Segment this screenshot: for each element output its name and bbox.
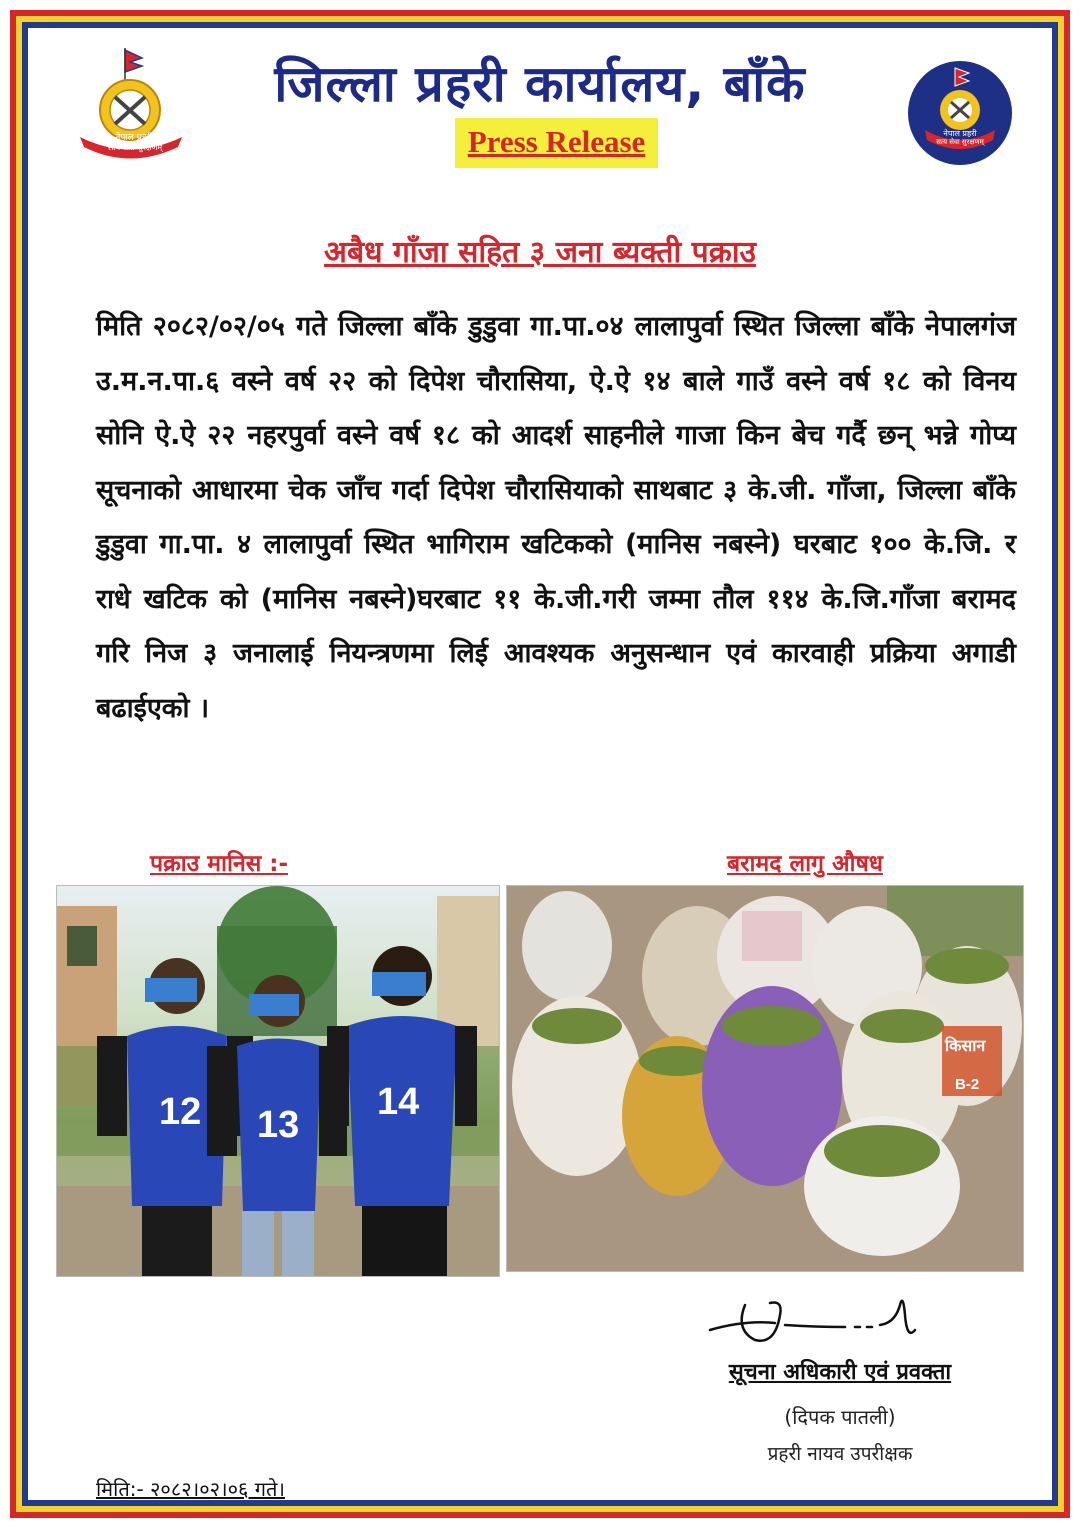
office-title: जिल्ला प्रहरी कार्यालय, बाँके [274, 55, 806, 113]
sack-brand-label: किसान [945, 1036, 986, 1055]
arrested-persons-caption: पक्राउ मानिस :- [150, 851, 289, 877]
signatory-name: (दिपक पातली) [784, 1405, 896, 1429]
sack-code-label: B-2 [955, 1076, 980, 1093]
press-release-badge: Press Release [455, 118, 658, 168]
release-date: मिति:- २०८२।०२।०६ गते। [96, 1477, 285, 1501]
seized-drugs-photo [506, 885, 1024, 1272]
logo-right-motto: सत्य सेवा सुरक्षणम् [936, 138, 984, 146]
signatory-rank: प्रहरी नायव उपरीक्षक [767, 1443, 913, 1465]
headline: अबैध गाँजा सहित ३ जना ब्यक्ती पक्राउ [324, 235, 756, 270]
handwritten-signature [705, 1285, 965, 1355]
logo-right-text: नेपाल प्रहरी [943, 129, 977, 138]
jersey-number: 14 [377, 1081, 420, 1123]
seized-sacks-scene [507, 886, 1023, 1271]
arrested-persons-photo [56, 885, 500, 1277]
seized-drugs-caption: बरामद लागु औषध [727, 851, 883, 877]
logo-left-text: नेपाल प्रहरी [115, 133, 153, 143]
signatory-title: सूचना अधिकारी एवं प्रवक्ता [728, 1360, 952, 1385]
press-body: मिति २०८२/०२/०५ गते जिल्ला बाँके डुडुवा गा.पा.०४ लालापुर्वा स्थित जिल्ला बाँके नेपालगंज उ.म.न.पा.६ वस्ने वर्ष २२ को दिपेश चौरासिया, ऐ.ऐ १४ बाले गाउँ वस्ने वर्ष १८ को विनय सोनि ऐ.ऐ २२ नहरपुर्वा वस्ने वर्ष १८ को आदर्श साहनीले गाजा किन बेच गर्दै छन् भन्ने गोप्य सूचनाको आधारमा चेक जाँच गर्दा दिपेश चौरासियाको साथबाट ३ के.जी. गाँजा, जिल्ला बाँके डुडुवा गा.पा. ४ लालापुर्वा स्थित भागिराम खटिकको (मानिस नबस्ने) घरबाट १०० के.जि. र राधे खटिक को (मानिस नबस्ने)घरबाट ११ के.जी.गरी जम्मा तौल ११४ के.जि.गाँजा बरामद गरि निज ३ जनालाई नियन्त्रणमा लिई आवश्यक अनुसन्धान एवं कारवाही प्रक्रिया अगाडी बढाईएको । [96, 311, 1016, 724]
jersey-number: 13 [257, 1104, 300, 1146]
jersey-number: 12 [159, 1091, 202, 1133]
logo-left-motto: सत्य सेवा सुरक्षणम् [107, 143, 163, 152]
arrested-persons-scene [57, 886, 499, 1276]
